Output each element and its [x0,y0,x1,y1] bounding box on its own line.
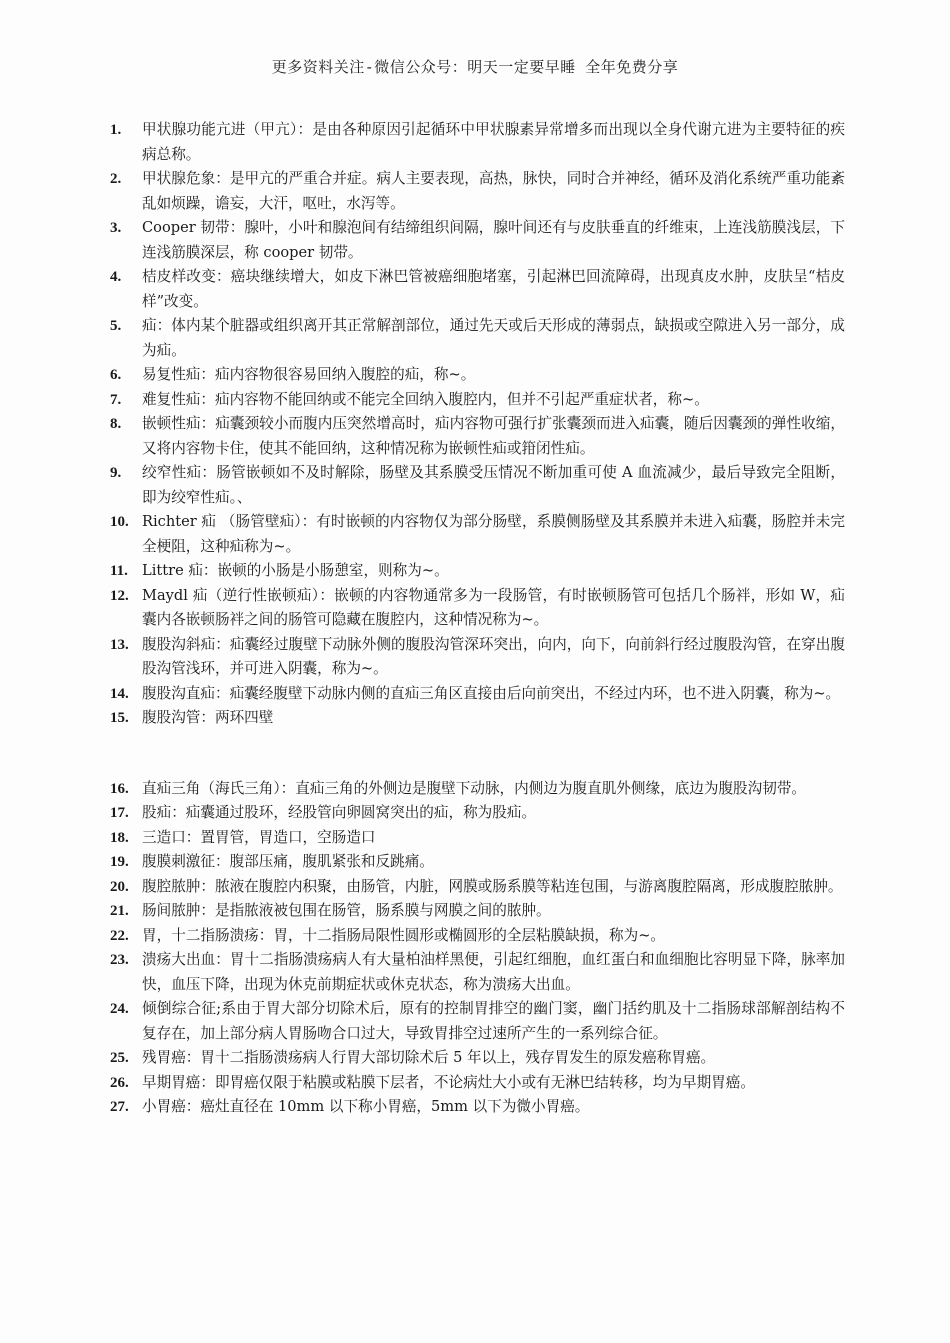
page-header: 更多资料关注-微信公众号：明天一定要早睡 全年免费分享 [271,58,679,76]
item-number: 21. [110,903,129,919]
list-item [110,826,845,851]
list-item [110,850,845,875]
list-item [110,584,845,633]
item-text: 肠间脓肿：是指脓液被包围在肠管，肠系膜与网膜之间的脓肿。 [142,902,551,919]
item-number: 26. [110,1074,129,1091]
item-text: 胃，十二指肠溃疡：胃，十二指肠局限性圆形或椭圆形的全层粘膜缺损，称为~。 [142,926,666,944]
item-number: 24. [110,1001,129,1017]
list-item [110,1095,845,1120]
item-text: 甲状腺危象：是甲亢的严重合并症。病人主要表现，高热，脉快，同时合并神经，循环及消化系统严重功能紊乱如烦躁，谵妄，大汗，呕吐，水泻等。 [142,170,845,212]
item-text: 倾倒综合征;系由于胃大部分切除术后，原有的控制胃排空的幽门窦，幽门括约肌及十二指肠球部解剖结构不复存在，加上部分病人胃肠吻合口过大，导致胃排空过速所产生的一系列综合征。 [142,1000,845,1042]
item-number: 14. [110,685,129,702]
item-text: Littre 疝：嵌顿的小肠是小肠憩室，则称为~。 [142,562,449,579]
list-item [110,314,845,363]
list-item [110,388,845,413]
item-number: 2. [110,171,122,187]
item-number: 18. [110,829,129,846]
item-number: 4. [110,269,122,285]
item-text: 腹膜刺激征：腹部压痛，腹肌紧张和反跳痛。 [142,853,434,870]
item-number: 20. [110,878,129,895]
item-number: 16. [110,780,129,797]
item-text: 腹股沟管：两环四壁 [142,709,274,726]
item-number: 25. [110,1050,129,1066]
item-text: 甲状腺功能亢进（甲亢）：是由各种原因引起循环中甲状腺素异常增多而出现以全身代谢亢进为主要特征的疾病总称。 [142,121,845,163]
section-gap [110,731,845,777]
item-text: 三造口：置胃管，胃造口，空肠造口 [142,828,376,846]
list-item [110,510,845,559]
item-text: 腹腔脓肿：脓液在腹腔内积聚，由肠管，内脏，网膜或肠系膜等粘连包围，与游离腹腔隔离，形成腹腔脓肿。 [142,877,843,895]
item-text: 桔皮样改变：癌块继续增大，如皮下淋巴管被癌细胞堵塞，引起淋巴回流障碍，出现真皮水肿，皮肤呈“桔皮样”改变。 [142,268,845,310]
item-text: Maydl 疝（逆行性嵌顿疝）：嵌顿的内容物通常多为一段肠管，有时嵌顿肠管可包括几个肠袢，形如 W，疝囊内各嵌顿肠袢之间的肠管可隐藏在腹腔内，这种情况称为~。 [142,586,845,628]
item-number: 6. [110,367,122,383]
item-number: 15. [110,710,129,726]
item-number: 3. [110,220,122,236]
item-text: 腹股沟斜疝：疝囊经过腹壁下动脉外侧的腹股沟管深环突出，向内，向下，向前斜行经过腹股沟管，在穿出腹股沟管浅环，并可进入阴囊，称为~。 [142,635,845,677]
list-item [110,682,845,707]
item-number: 19. [110,854,129,870]
item-text: 股疝：疝囊通过股环，经股管向卵圆窝突出的疝，称为股疝。 [142,804,537,821]
list-item [110,706,845,731]
list-item [110,559,845,584]
item-number: 23. [110,952,129,968]
item-text: 早期胃癌：即胃癌仅限于粘膜或粘膜下层者，不论病灶大小或有无淋巴结转移，均为早期胃癌。 [142,1073,755,1091]
list-item [110,118,845,167]
list-item [110,633,845,682]
list-item [110,167,845,216]
list-item [110,412,845,461]
item-text: 直疝三角（海氏三角）：直疝三角的外侧边是腹壁下动脉，内侧边为腹直肌外侧缘，底边为腹股沟韧带。 [142,779,807,797]
list-item [110,997,845,1046]
list-item [110,265,845,314]
item-number: 27. [110,1099,129,1115]
list-item [110,875,845,900]
item-text: 小胃癌：癌灶直径在 10mm 以下称小胃癌，5mm 以下为微小胃癌。 [142,1098,590,1115]
item-text: 难复性疝：疝内容物不能回纳或不能完全回纳入腹腔内，但并不引起严重症状者，称~。 [142,390,709,408]
item-number: 12. [110,587,129,604]
list-item [110,948,845,997]
definition-list [110,118,845,1120]
item-text: 溃疡大出血：胃十二指肠溃疡病人有大量柏油样黑便，引起红细胞，血红蛋白和血细胞比容明显下降，脉率加快，血压下降，出现为休克前期症状或休克状态，称为溃疡大出血。 [142,951,845,993]
item-text: 绞窄性疝：肠管嵌顿如不及时解除，肠壁及其系膜受压情况不断加重可使 A 血流减少，最后导致完全阻断，即为绞窄性疝。、 [142,464,845,506]
item-number: 1. [110,122,122,138]
item-number: 5. [110,318,122,334]
item-number: 17. [110,805,129,821]
list-item [110,777,845,802]
list-item [110,924,845,949]
item-text: Cooper 韧带：腺叶，小叶和腺泡间有结缔组织间隔，腺叶间还有与皮肤垂直的纤维束，上连浅筋膜浅层，下连浅筋膜深层，称 cooper 韧带。 [142,219,845,261]
item-text: Richter 疝 （肠管壁疝）：有时嵌顿的内容物仅为部分肠壁，系膜侧肠壁及其系膜并未进入疝囊，肠腔并未完全梗阻，这种疝称为~。 [142,513,845,555]
list-item [110,363,845,388]
item-number: 8. [110,416,122,432]
item-number: 22. [110,927,129,944]
item-text: 残胃癌：胃十二指肠溃疡病人行胃大部切除术后 5 年以上，残存胃发生的原发癌称胃癌。 [142,1049,716,1066]
item-number: 11. [110,563,128,579]
item-number: 9. [110,465,122,481]
list-item [110,899,845,924]
list-item [110,801,845,826]
item-text: 腹股沟直疝：疝囊经腹壁下动脉内侧的直疝三角区直接由后向前突出，不经过内环，也不进入阴囊，称为~。 [142,684,841,702]
list-item [110,1071,845,1096]
item-number: 10. [110,514,129,530]
list-item [110,216,845,265]
item-text: 易复性疝：疝内容物很容易回纳入腹腔的疝，称~。 [142,366,476,383]
list-item [110,461,845,510]
item-number: 13. [110,636,129,653]
item-text: 疝：体内某个脏器或组织离开其正常解剖部位，通过先天或后天形成的薄弱点，缺损或空隙进入另一部分，成为疝。 [142,317,845,359]
list-item [110,1046,845,1071]
item-number: 7. [110,391,122,408]
item-text: 嵌顿性疝：疝囊颈较小而腹内压突然增高时，疝内容物可强行扩张囊颈而进入疝囊，随后因囊颈的弹性收缩，又将内容物卡住，使其不能回纳，这种情况称为嵌顿性疝或箝闭性疝。 [142,415,845,457]
